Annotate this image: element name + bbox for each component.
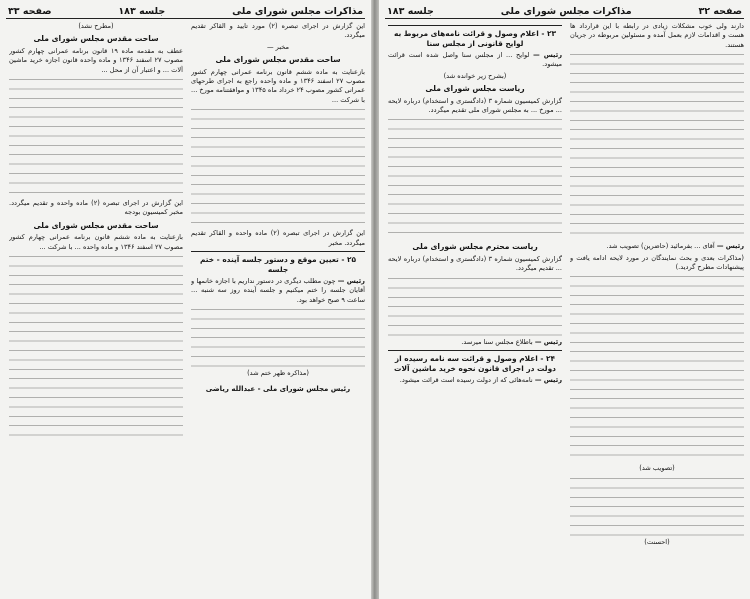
speaker-label: رئيس —: [533, 51, 562, 59]
paragraph: باطلاع مجلس سنا ميرسد.: [461, 337, 533, 346]
text-lines: [9, 256, 183, 444]
speaker-label: رئيس —: [534, 376, 562, 385]
text-lines: [191, 109, 365, 229]
speaker-label: رئيس —: [716, 242, 744, 251]
speaker-label: رئيس —: [337, 277, 365, 286]
paragraph: دارند ولی خوب مشكلات زيادی در رابطه با اين قرارداد ها هست و اقدامات لازم بعمل آمده و مسئولين مربوطه در جريان هستند.: [570, 22, 744, 49]
running-head: [6, 4, 365, 19]
paragraph: آقای ... بفرمائيد (حاضرين) تصويب شد.: [606, 242, 715, 251]
section-heading: رياست مجلس شورای ملی: [425, 84, 525, 94]
text-lines: [570, 276, 744, 464]
column-left: [9, 22, 183, 596]
paragraph: گزارش كميسيون شماره ۳ (دادگستری و استخدام) درباره لايحه ... تقديم ميگردد.: [388, 254, 562, 273]
paragraph: نامه‌هائی كه از دولت رسيده است قرائت ميشود.: [399, 376, 533, 385]
agenda-heading: ۲۳ - اعلام وصول و قرائت نامه‌های مربوط به لوايح قانونی از مجلس سنا: [388, 25, 562, 49]
column-right: [570, 22, 744, 596]
note: (مذاكره ظهر ختم شد): [247, 369, 309, 378]
section-heading: ساحت مقدس مجلس شورای ملی: [33, 34, 159, 44]
text-lines: [191, 309, 365, 369]
agenda-heading: ۲۵ - تعيين موقع و دستور جلسه آينده - ختم جلسه: [191, 251, 365, 275]
paragraph: بازعنايت به ماده ششم قانون برنامه عمرانی چهارم كشور مصوب ۲۷ اسفند ۱۳۴۶ و ماده واحده ... با شركت ...: [9, 233, 183, 251]
session-number: جلسه ۱۸۳: [118, 5, 166, 17]
section-heading: ساحت مقدس مجلس شورای ملی: [33, 220, 159, 230]
paragraph: عطف به مقدمه ماده ۱۹ قانون برنامه عمرانی چهارم كشور مصوب ۲۷ اسفند ۱۳۴۶ و ماده واحده قانون اجازه خريد ماشين آلات ... و اعتبار آن از محل ...: [9, 46, 183, 74]
book-gutter: [371, 0, 379, 599]
paragraph: لوايح ... از مجلس سنا واصل شده است قرائت ميشود.: [388, 51, 562, 69]
left-page: [0, 0, 371, 599]
note: (تصويب شد): [639, 464, 675, 473]
page-number: صفحه ۳۳: [8, 5, 52, 17]
signature-line: رئيس مجلس شورای ملی - عبدالله رياضی: [205, 384, 351, 393]
paragraph: چون مطلب ديگری در دستور نداريم با اجازه خانمها و آقايان جلسه را ختم ميكنيم و جلسه آينده روز سه شنبه ... ساعت ۹ صبح خواهد بود.: [191, 277, 365, 304]
paragraph: بازعنايت به ماده ششم قانون برنامه عمرانی چهارم كشور مصوب ۲۷ اسفند ۱۳۴۶ و ماده واحده راجع به اجرای طرحهای عمرانی كشور مصوب ۲۴ خرداد ماه ۱۳۴۵ و موافقتنامه مورخ ... با شركت ...: [191, 67, 365, 104]
rapporteur: مخبر —: [266, 42, 290, 51]
paragraph: اين گزارش در اجرای تبصره (۲) ماده واحده و القاكر تقديم ميگردد. مخبر: [191, 229, 365, 247]
page-number: صفحه ۳۲: [698, 5, 742, 17]
text-lines: [388, 278, 562, 338]
column-right: [191, 22, 365, 596]
section-heading: ساحت مقدس مجلس شورای ملی: [215, 55, 341, 65]
agenda-heading: ۲۴ - اعلام وصول و قرائت سه نامه رسيده از دولت در اجرای قانون نحوه خريد ماشين آلات: [388, 350, 562, 374]
text-columns: [6, 22, 365, 596]
running-title: مذاکرات مجلس شورای ملی: [232, 5, 363, 17]
paragraph: گزارش كميسيون شماره ۳ (دادگستری و استخدام) درباره لايحه ... مورخ ... به مجلس شورای ملی تقديم ميگردد.: [388, 96, 562, 115]
running-title: مذاكرات مجلس شورای ملی: [500, 5, 632, 17]
text-lines: [388, 119, 562, 239]
paragraph: اين گزارش در اجرای تبصره (۲) ماده واحده و تقديم ميگردد. مخبر كميسيون بودجه: [9, 199, 183, 217]
section-heading: رياست محترم مجلس شورای ملی: [412, 242, 538, 252]
note: (مطرح نشد): [78, 22, 114, 30]
text-lines: [570, 478, 744, 538]
session-number: جلسه ۱۸۳: [387, 5, 434, 17]
note: (بشرح زير خوانده شد): [443, 71, 507, 80]
column-left: [388, 22, 562, 596]
text-columns: [385, 22, 744, 596]
right-page: [379, 0, 750, 599]
text-lines: [570, 54, 744, 242]
text-lines: [9, 79, 183, 199]
paragraph: (مذاكرات بعدی و بحث نمايندگان در مورد لايحه ادامه يافت و پيشنهادات مطرح گرديد.): [570, 253, 744, 272]
note: (احسنت): [644, 537, 670, 546]
speaker-label: رئيس —: [534, 337, 562, 346]
running-head: [385, 4, 744, 19]
paragraph: اين گزارش در اجرای تبصره (۲) مورد تاييد و القاكر تقديم ميگردد.: [191, 22, 365, 40]
